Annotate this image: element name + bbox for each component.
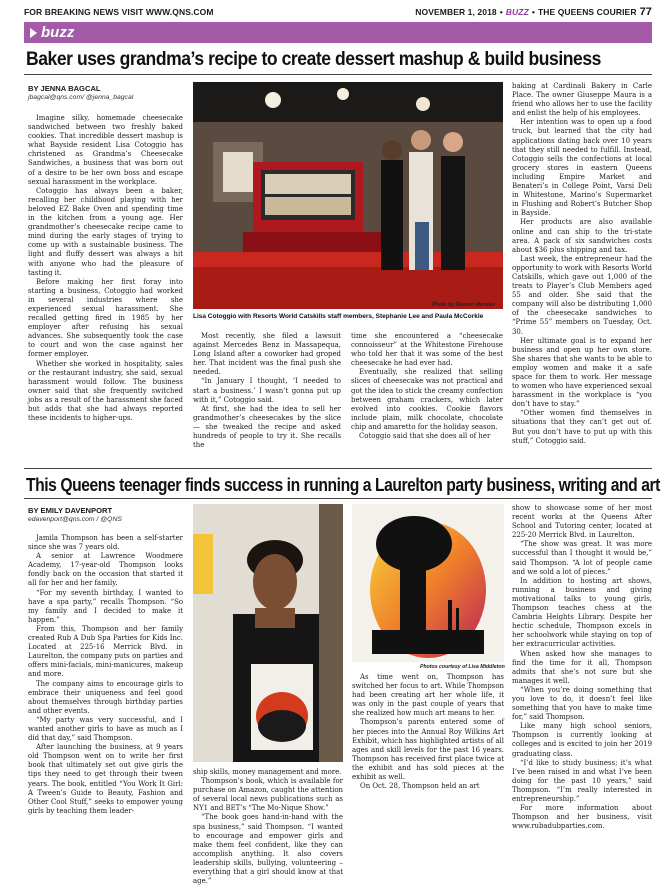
paragraph: A senior at Lawrence Woodmere Academy, 17-year-old Thompson looks fondly back on the occasion that started it all for her and her family.	[28, 552, 183, 588]
story1-email: jbagcal@qns.com/ @jenna_bagcal	[28, 94, 134, 101]
story2-portrait-photo	[193, 504, 343, 762]
story2-artwork-photo	[352, 504, 504, 662]
story2-byline: BY EMILY DAVENPORT	[28, 506, 113, 515]
story1-photo	[193, 82, 503, 309]
paragraph: baking at Cardinali Bakery in Carle Place. The owner Giuseppe Maura is a friend who allows her to use the facility and enlist the help of his employees.	[512, 82, 652, 118]
paragraph: At first, she had the idea to sell her grandmother’s cheesecakes by the slice — she tweaked the recipe and asked hundreds of people to try it. She recalls the	[193, 404, 341, 450]
bakery-kiosk-illustration	[193, 82, 503, 309]
headline-rule	[24, 74, 652, 75]
story2-column-3	[352, 673, 504, 791]
paragraph: Her intention was to open up a food truck, but learned that the city had applications dating back over 10 years that they still needed to fulfill. Instead, Cotoggio sells the confections at local grocery stores in eastern Queens including Empire Market and Benateri’s in College Point, Varsi Deli in Whitestone, Marino’s Supermarket in Flushing and Robert’s Butcher Shop in Bayside.	[512, 118, 652, 218]
paragraph: Most recently, she filed a lawsuit against Mercedes Benz in Massapequa, Long Island after a coworker had groped her. That incident was the final push she needed.	[193, 332, 341, 377]
story1-photo-credit: Photo by Reuven Morales	[432, 302, 496, 308]
paragraph: ship skills, money management and more.	[193, 768, 342, 776]
paragraph: Her ultimate goal is to expand her business and open up her own store. She shares that she wants to be able to employ women and make it a safe space for them to work. Her message to women who have experienced sexual harassment in the workplace is “you don’t have to stay.”	[512, 336, 652, 409]
paragraph: “When you’re doing something that you love to do, it doesn’t feel like something that you have to make time for,” said Thompson.	[512, 685, 652, 722]
portrait-illustration	[193, 504, 343, 762]
paragraph: “My party was very successful, and I wanted another girls to have as much as I did that day,” said Thompson.	[28, 715, 183, 743]
story1-column-4	[512, 82, 652, 446]
paragraph: When asked how she manages to find the time for it all, Thompson admits that she’s not sure but she manages it well.	[512, 649, 652, 685]
paragraph: Jamila Thompson has been a self-starter since she was 7 years old.	[28, 534, 183, 552]
paragraph: For more information about Thompson and her business, visit www.rubadubparties.com.	[512, 804, 652, 831]
story1-column-2	[193, 332, 341, 450]
paragraph: From this, Thompson and her family created Rub A Dub Spa Parties for Kids Inc. Located at 225-16 Merrick Blvd. in Laurelton, the company puts on parties and offers mini-facials, mini-manicures, makeup and more.	[28, 624, 183, 679]
story2-column-1	[28, 534, 183, 816]
header-paper: THE QUEENS COURIER	[537, 7, 637, 17]
paragraph: “I’d like to study business; it’s what I’ve been raised in and what I’ve been doing for the past 10 years,” said Thompson. “I’m really interested in entrepreneurship.”	[512, 758, 652, 803]
story1-byline: BY JENNA BAGCAL	[28, 84, 101, 93]
headline-rule	[24, 498, 652, 499]
play-arrow-icon	[30, 28, 37, 38]
story-divider	[24, 468, 652, 469]
paragraph: Cotoggio has always been a baker, recalling her childhood playing with her beloved EZ Bake Oven and spending time in the kitchen from a young age. Her grandmother’s cheesecake recipe came to mind during the early stages of trying to come up with a sustainable business. The light and fluffy dessert was always a hit with anyone who had the pleasure of tasting it.	[28, 186, 183, 277]
paragraph: In addition to hosting art shows, running a business and giving motivational talks to young girls, Thompson teaches chess at the Cambria Heights Library. Despite her hectic schedule, Thompson excels in her schoolwork while staying on top of her extracurricular activities.	[512, 576, 652, 649]
story2-column-2	[193, 768, 343, 886]
paragraph: Like many high school seniors, Thompson is currently looking at colleges and is excited to join her 2019 graduating class.	[512, 722, 652, 758]
paragraph: Last week, the entrepreneur had the opportunity to work with Resorts World Catskills, which gave out 1,000 of the treats to Player’s Club Members aged 55 and older. She said that the company will also be distributing 1,000 of the cheesecake sandwiches to “Prime 55” members on Tuesday, Oct. 30.	[512, 254, 652, 336]
page-header	[24, 6, 652, 18]
paragraph: As time went on, Thompson has switched her focus to art. While Thompson had been creating art her whole life, it was only in the past couple of years that she realized how much art means to her.	[352, 673, 504, 718]
section-band	[24, 22, 652, 43]
paragraph: On Oct. 28, Thompson held an art	[360, 782, 480, 791]
header-website: FOR BREAKING NEWS VISIT WWW.QNS.COM	[24, 7, 214, 17]
story1-column-1	[28, 114, 183, 423]
paragraph: Cotoggio said that she does all of her	[359, 432, 491, 441]
paragraph: Thompson’s book, which is available for purchase on Amazon, caught the attention of several local news publications such as NY1 and BET’s “The Mo-Nique Show.”	[193, 777, 343, 813]
paragraph: “Other women find themselves in situations that they can’t get out of. But you don’t have to put up with this stuff,” Cotoggio said.	[512, 409, 652, 445]
story1-caption: Lisa Cotoggio with Resorts World Catskills staff members, Stephanie Lee and Paula McCorkle	[193, 313, 484, 320]
header-date: NOVEMBER 1, 2018	[415, 7, 497, 17]
story2-email: edavenport@qns.com / @QNS	[28, 516, 122, 523]
paragraph: “The show was great. It was more successful than I thought it would be,” said Thompson. “A lot of people came and we sold a lot of pieces.”	[512, 540, 652, 576]
header-section: BUZZ	[505, 7, 529, 17]
header-right: NOVEMBER 1, 2018 • BUZZ • THE QUEENS COURIER 77	[415, 6, 652, 18]
paragraph: Whether she worked in hospitality, sales or the restaurant industry, she said, sexual harassment would follow. The business owner said that she frequently switched jobs as a result of the harassment she faced but adds that she had always reported these incidents to higher-ups.	[28, 359, 183, 423]
paragraph: The company aims to encourage girls to embrace their uniqueness and feel good about themselves through birthday parties and other events.	[28, 679, 183, 715]
section-label: buzz	[41, 24, 75, 41]
story2-headline: This Queens teenager finds success in running a Laurelton party business, writing and art	[26, 475, 660, 495]
paragraph: “In January I thought, ‘I needed to start a business.’ I wasn’t gonna put up with it,” Cotoggio said.	[193, 377, 341, 404]
sunset-silhouette-painting	[352, 504, 504, 662]
paragraph: Imagine silky, homemade cheesecake sandwiched between two freshly baked cookies. That incredible dessert mashup is what Bayside resident Lisa Cotoggio has christened as Grandma’s Cheesecake Sandwiches, a business that was born out of a desire to be her own boss and escape sexual harassment in the workplace.	[28, 114, 183, 186]
paragraph: Before making her first foray into starting a business, Cotoggio had worked in several industries where she experienced sexual harassment. She recalled getting fired in 1985 by her employer after refusing his sexual advances. She subsequently took the case to court and won the case against her former employer.	[28, 277, 183, 359]
paragraph: show to showcase some of her most recent works at the Queens After School and Tutoring center, located at 225-20 Merrick Blvd. in Laurelton.	[512, 504, 652, 540]
paragraph: Thompson’s parents entered some of her pieces into the Annual Roy Wilkins Art Exhibit, which has highlighted artists of all ages and skill levels for the past 16 years. Thompson has received first place twice at the exhibit and has sold pieces at the exhibit as well.	[352, 718, 504, 782]
paragraph: Eventually, she realized that selling slices of cheesecake was not practical and got the idea to stick the creamy confection between graham crackers, which later evolved into cookies. Cookie flavors include plain, milk chocolate, chocolate chip and amaretto for the holiday season.	[351, 368, 503, 431]
story1-headline: Baker uses grandma’s recipe to create dessert mashup & build business	[26, 48, 601, 70]
paragraph: time she encountered a “cheesecake connoisseur” at the Whitestone Firehouse who told her that it was some of the best cheesecake he had ever had.	[351, 332, 503, 368]
story1-column-3	[351, 332, 503, 441]
story2-column-4	[512, 504, 652, 831]
paragraph: After launching the business, at 9 years old Thompson went on to write her first book that ultimately set out give girls the tips they need to get through their tween years. The book, entitled “You Work It Girl: A Tween’s Guide to Beauty, Fashion and Other Cool Stuff,” seeks to empower young girls by teaching them leader-	[28, 743, 183, 815]
paragraph: Her products are also available online and can ship to the tri-state area. A pack of six sandwiches costs about $36 plus shipping and tax.	[512, 218, 652, 254]
paragraph: “The book goes hand-in-hand with the spa business,” said Thompson. “I wanted to encourage and empower girls and make them feel confident, like they can accomplish anything. It also covers leadership skills, bullying, volunteering – everything that a girl should know at that age.”	[193, 813, 343, 886]
page-number: 77	[639, 6, 652, 18]
story2-photo-credit: Photos courtesy of Lisa Middleton	[420, 664, 505, 670]
paragraph: “For my seventh birthday, I wanted to have a spa party,” recalls Thompson. “So my family and I decided to make it happen.”	[28, 588, 183, 624]
